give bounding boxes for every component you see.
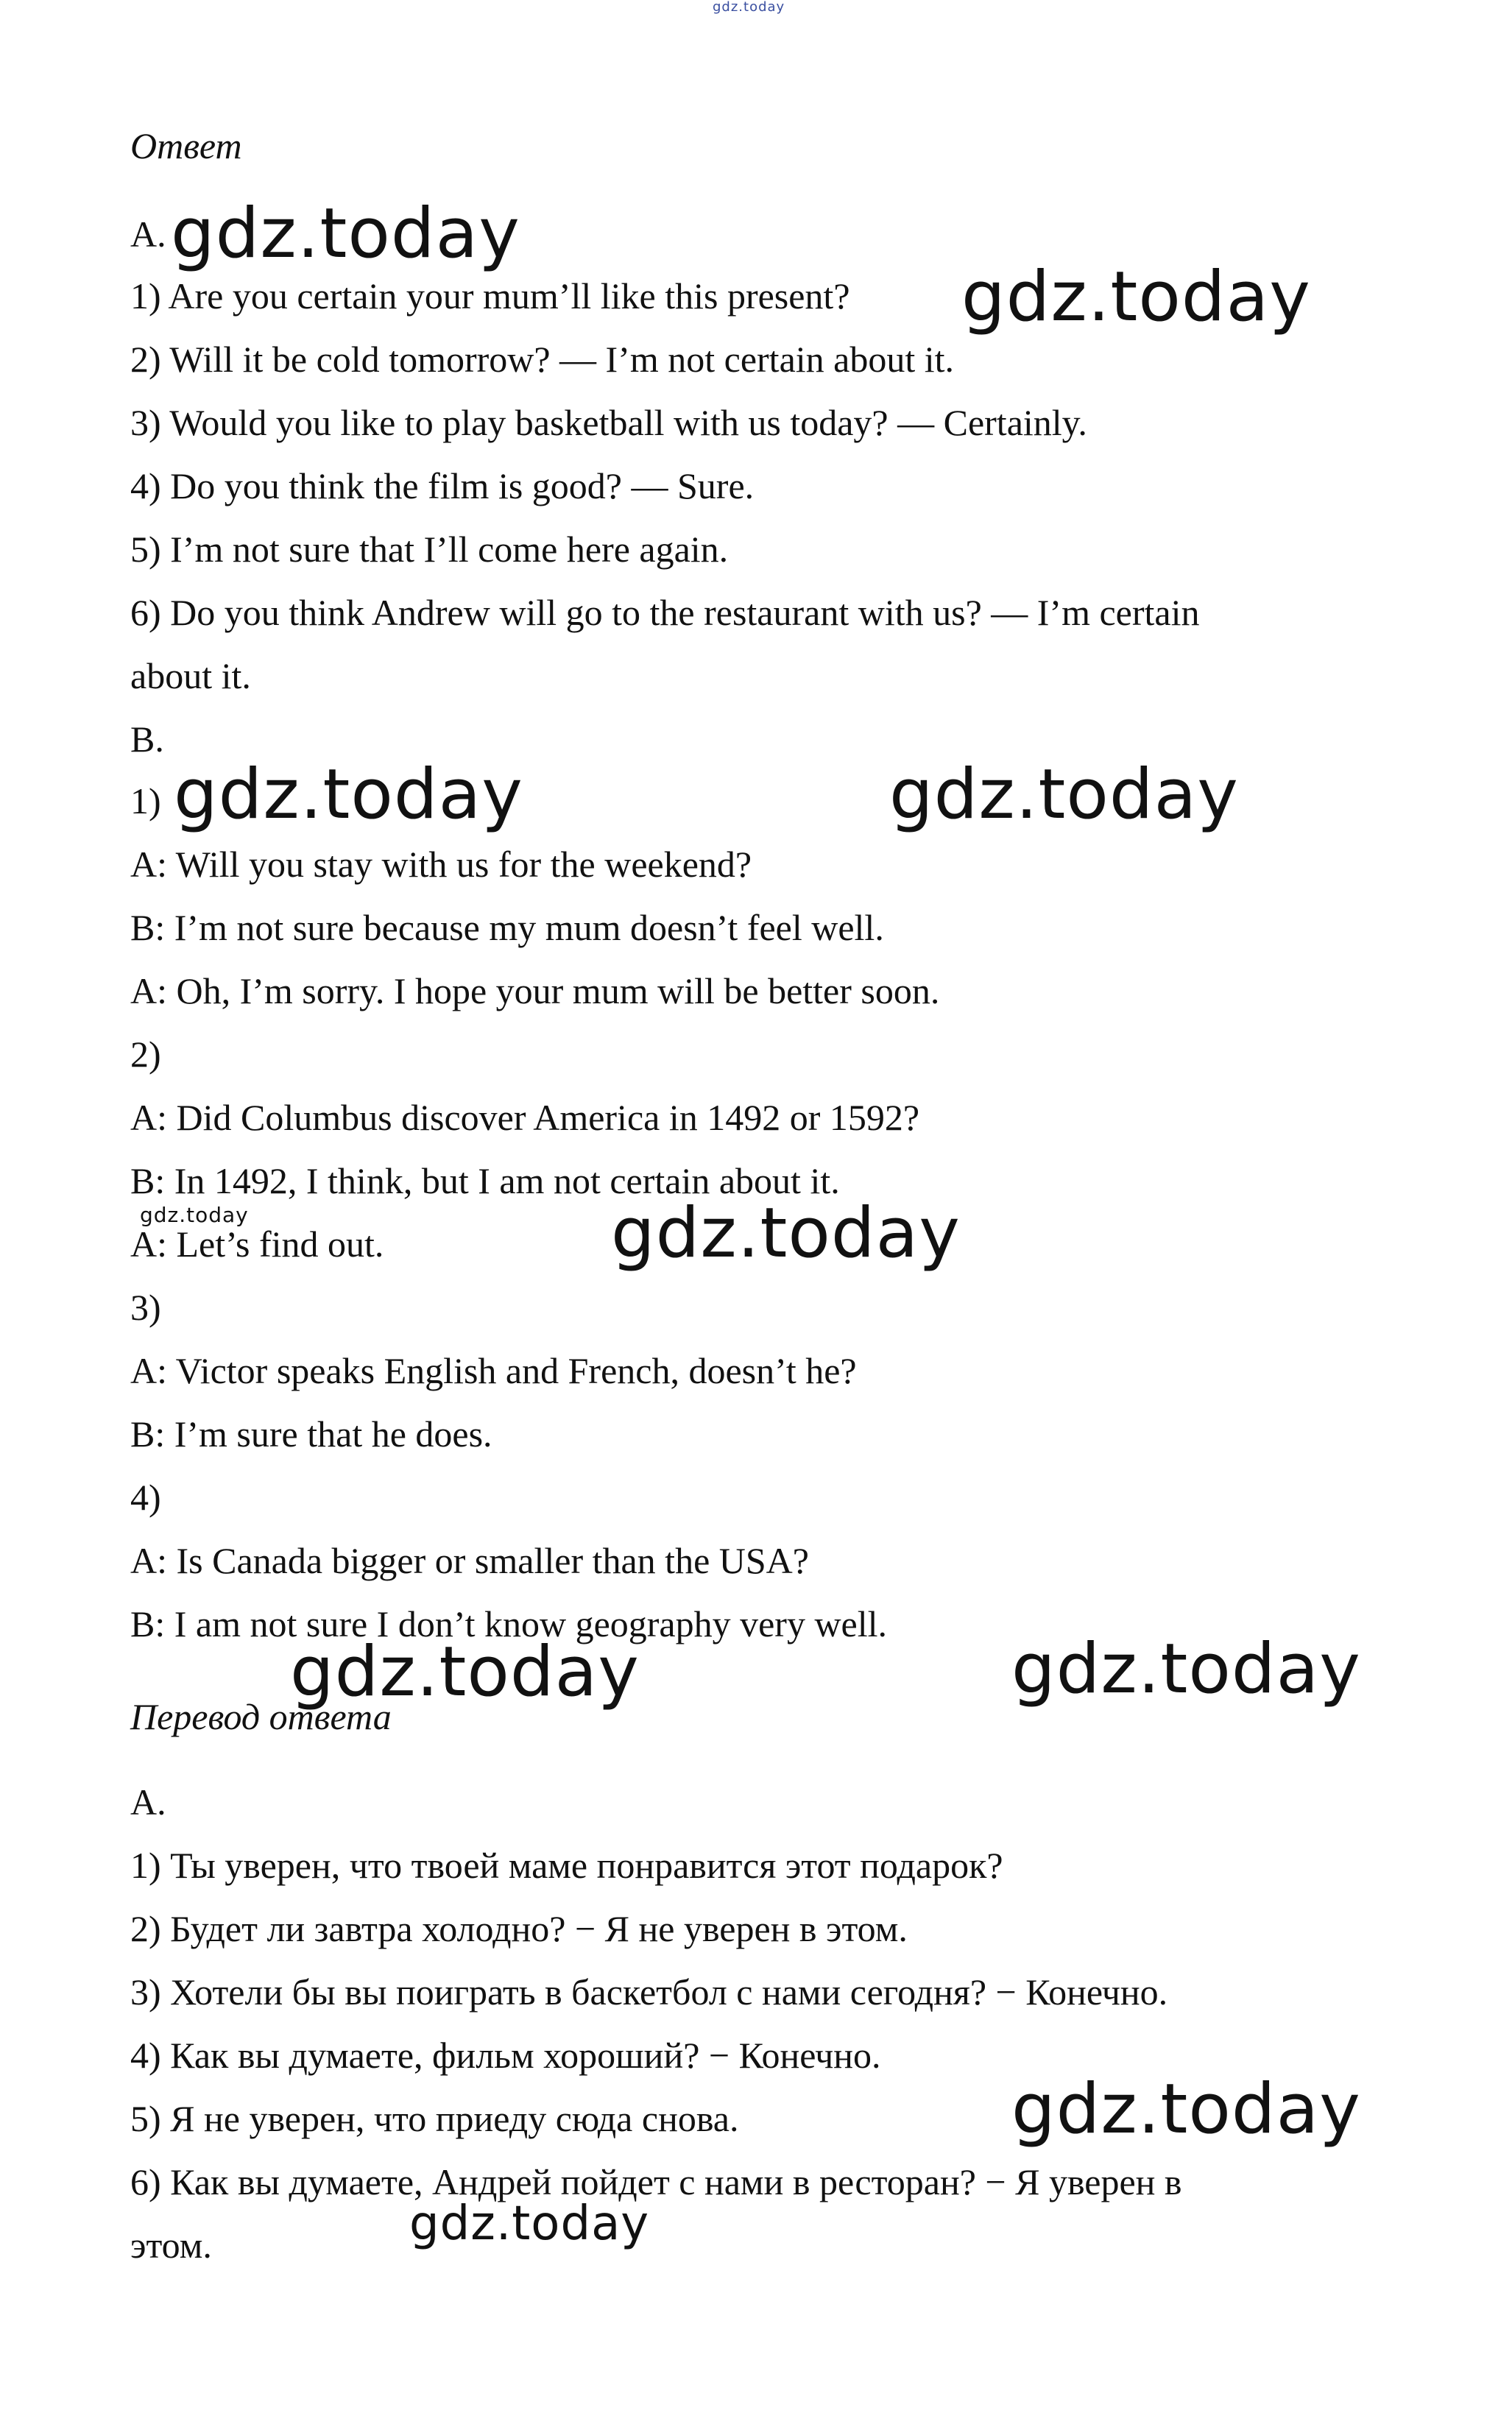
translation-heading: Перевод ответа [130,1696,392,1737]
translation-label: А. [130,1781,166,1823]
translation-item-6-cont: этом. [130,2225,212,2266]
dialogue-line: A: Did Columbus discover America in 1492 or 1592? [130,1097,920,1138]
part-a-item-6: 6) Do you think Andrew will go to the restaurant with us? — I’m certain [130,592,1200,633]
dialogue-line: A: Let’s find out. [130,1223,384,1265]
part-b-label: B. [130,718,164,760]
part-a-item-5: 5) I’m not sure that I’ll come here again. [130,529,729,570]
dialogue-number: 3) [130,1287,161,1328]
answer-heading: Ответ [130,125,242,166]
translation-item-5: 5) Я не уверен, что приеду сюда снова. [130,2098,739,2139]
translation-item-2: 2) Будет ли завтра холодно? − Я не уверен в этом. [130,1908,908,1949]
watermark: gdz.today [889,755,1239,835]
dialogue-line: A: Oh, I’m sorry. I hope your mum will be better soon. [130,970,940,1011]
part-a-item-3: 3) Would you like to play basketball with us today? — Certainly. [130,402,1087,443]
dialogue-number: 1) [130,780,161,822]
translation-item-3: 3) Хотели бы вы поиграть в баскетбол с нами сегодня? − Конечно. [130,1971,1168,2013]
translation-item-4: 4) Как вы думаете, фильм хороший? − Конечно. [130,2035,881,2076]
watermark: gdz.today [174,755,523,835]
watermark: gdz.today [140,1203,249,1227]
dialogue-number: 2) [130,1034,161,1075]
translation-item-1: 1) Ты уверен, что твоей маме понравится этот подарок? [130,1845,1003,1886]
part-a-label: A. [130,213,166,255]
watermark: gdz.today [961,257,1311,337]
translation-item-6: 6) Как вы думаете, Андрей пойдет с нами в ресторан? − Я уверен в [130,2161,1182,2202]
part-a-item-6-cont: about it. [130,655,251,696]
part-a-item-4: 4) Do you think the film is good? — Sure. [130,465,755,506]
watermark: gdz.today [1011,1629,1361,1709]
watermark: gdz.today [409,2197,650,2251]
dialogue-line: A: Victor speaks English and French, doesn’t he? [130,1350,857,1391]
part-a-item-1: 1) Are you certain your mum’ll like this present? [130,275,850,317]
dialogue-number: 4) [130,1477,161,1518]
dialogue-line: B: In 1492, I think, but I am not certain about it. [130,1160,840,1201]
dialogue-line: A: Will you stay with us for the weekend? [130,844,752,885]
header-watermark: gdz.today [713,0,785,15]
watermark: gdz.today [611,1193,961,1273]
dialogue-line: B: I am not sure I don’t know geography very well. [130,1603,888,1644]
part-a-item-2: 2) Will it be cold tomorrow? — I’m not certain about it. [130,339,955,380]
dialogue-line: B: I’m not sure because my mum doesn’t feel well. [130,907,884,948]
watermark: gdz.today [171,194,520,274]
watermark: gdz.today [290,1632,640,1712]
dialogue-line: A: Is Canada bigger or smaller than the USA? [130,1540,809,1581]
dialogue-line: B: I’m sure that he does. [130,1413,492,1455]
watermark: gdz.today [1011,2069,1361,2149]
